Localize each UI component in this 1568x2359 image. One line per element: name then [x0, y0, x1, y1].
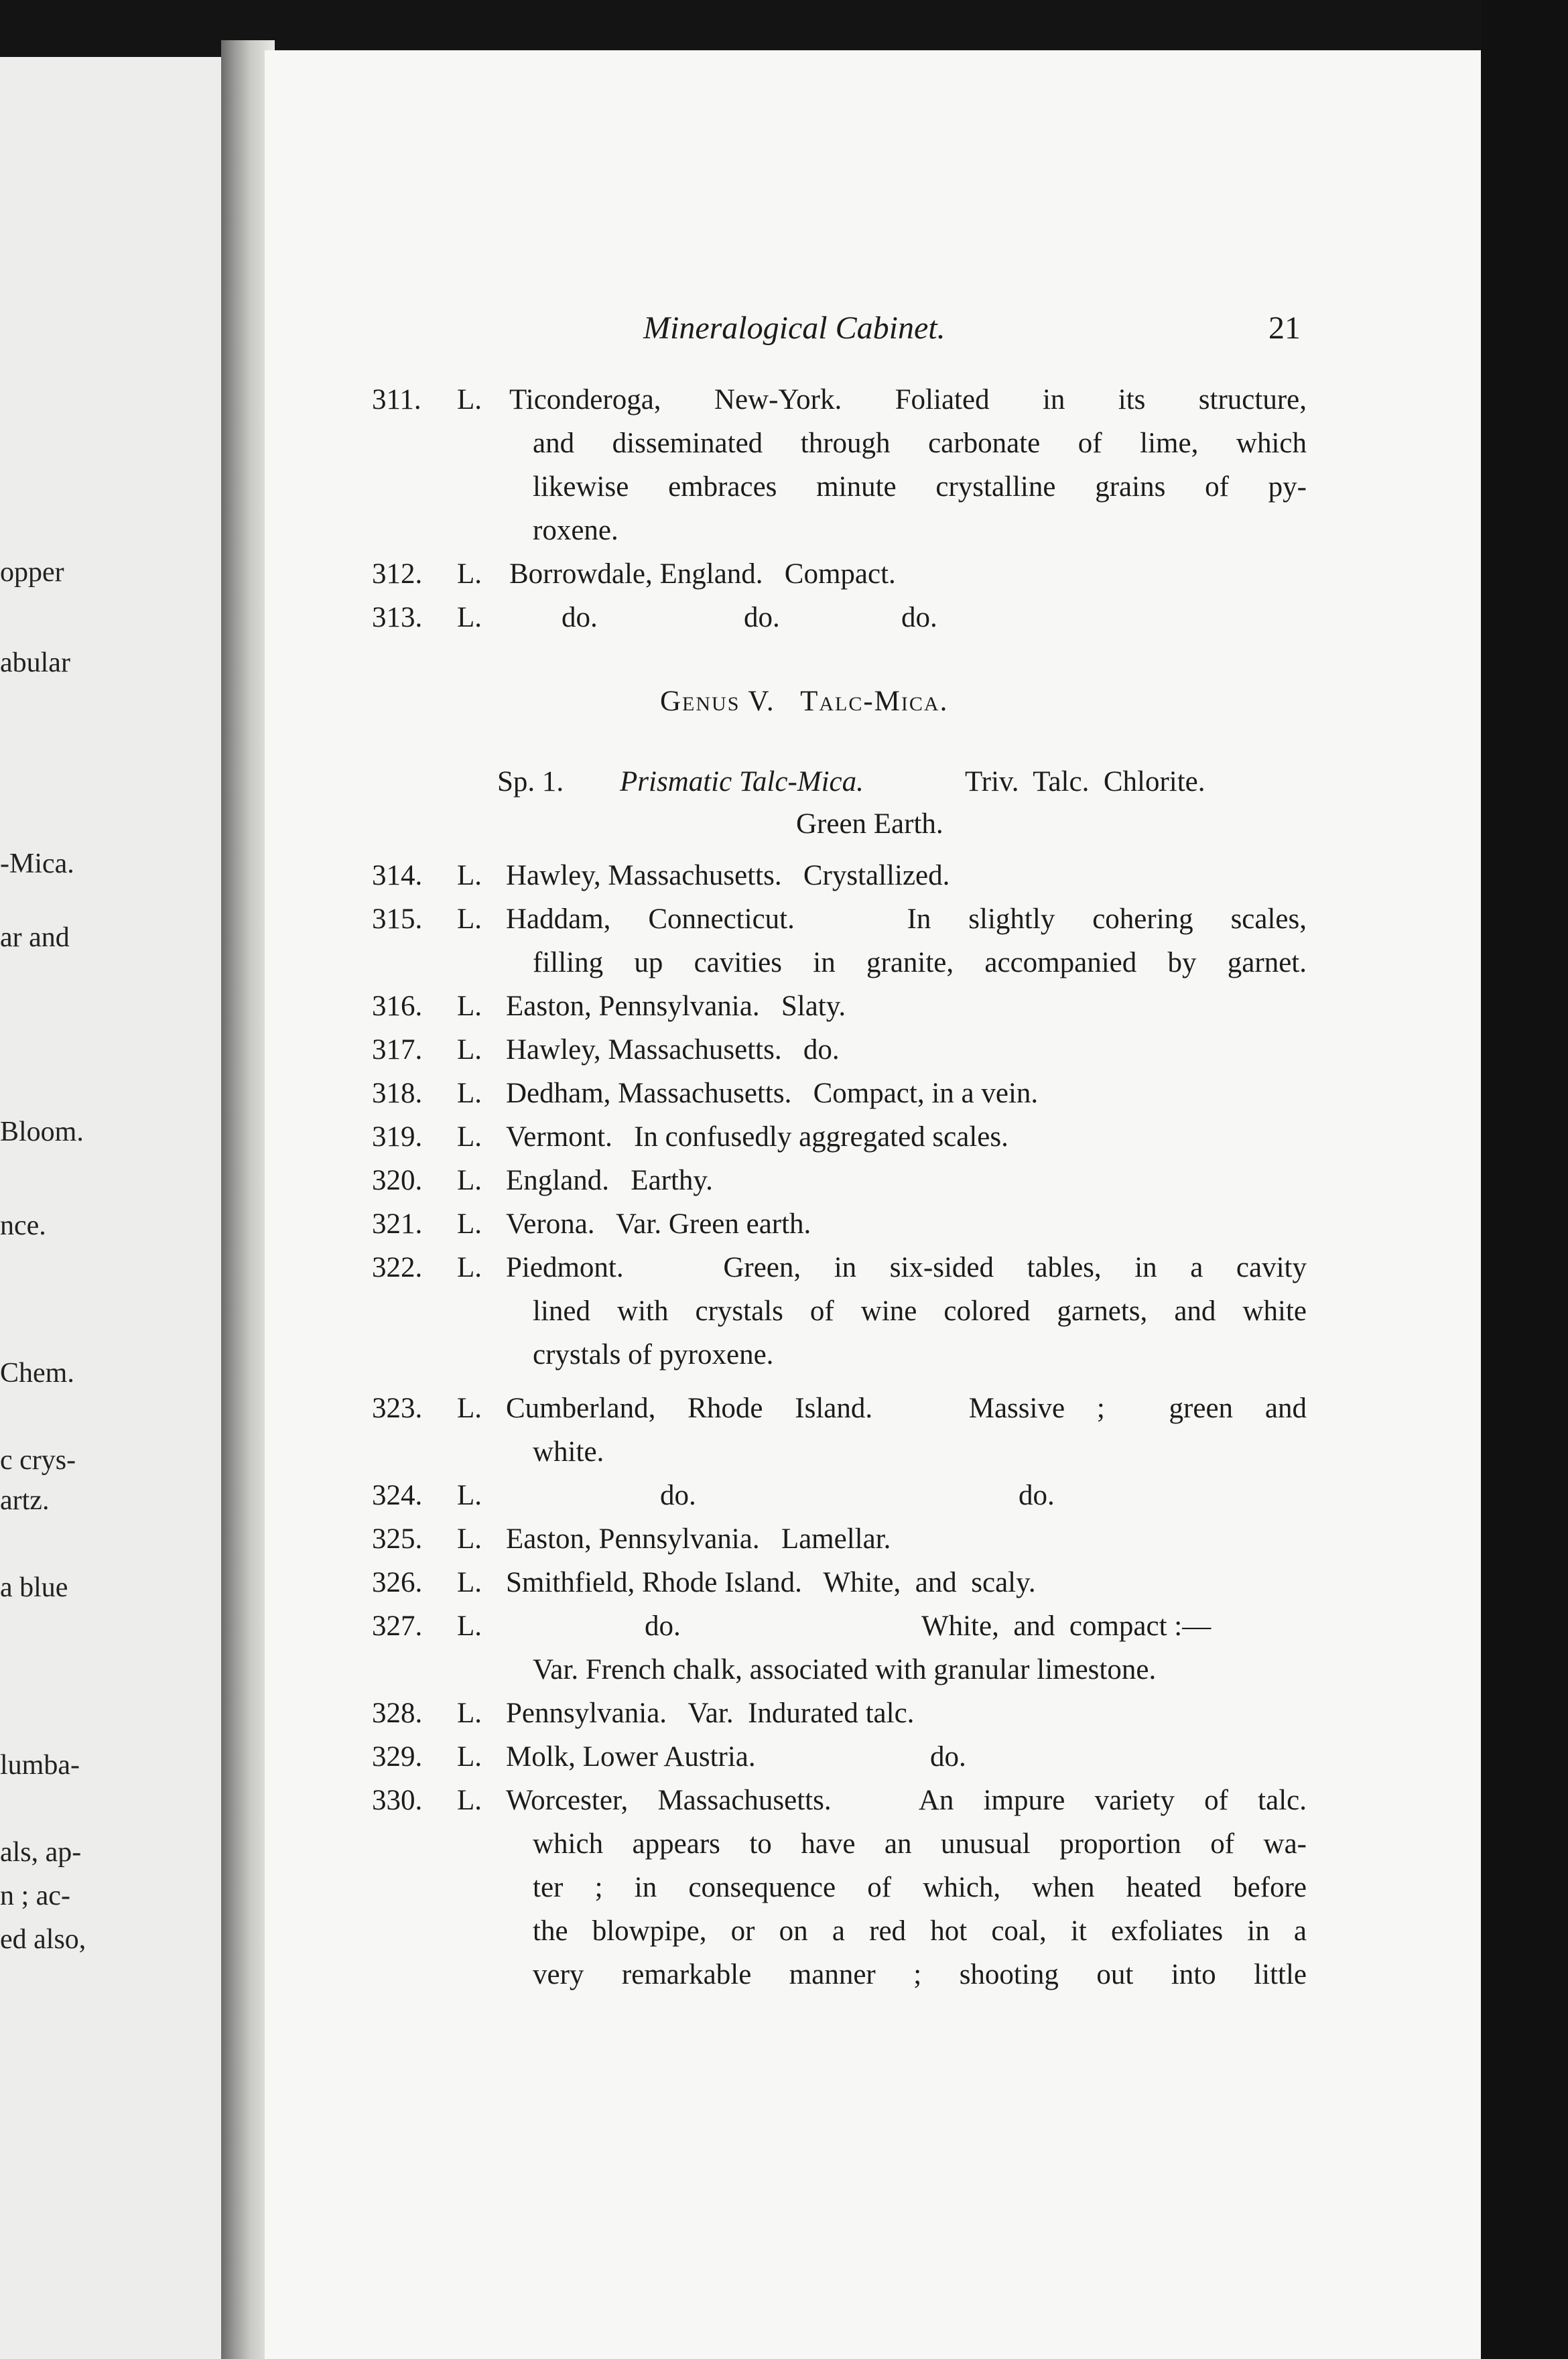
left-fragment: ar and: [0, 922, 70, 953]
entry-number: 320.: [372, 1165, 423, 1196]
ditto: do.: [901, 602, 937, 633]
entry-number: 312.: [372, 558, 423, 590]
entry-number: 322.: [372, 1252, 423, 1283]
ditto: do.: [645, 1610, 681, 1642]
ditto: do.: [660, 1480, 696, 1511]
ditto: do.: [744, 602, 780, 633]
entry-number: 321.: [372, 1208, 423, 1240]
entry-text: Hawley, Massachusetts. Crystallized.: [506, 860, 950, 891]
entry-number: 319.: [372, 1121, 423, 1153]
entry-mark: L.: [457, 384, 482, 416]
entry-mark: L.: [457, 1208, 482, 1240]
entry-text: likewise embraces minute crystalline grains of py-: [533, 471, 1307, 503]
entry-text: Borrowdale, England. Compact.: [509, 558, 896, 590]
entry-number: 330.: [372, 1785, 423, 1816]
entry-text: Var. French chalk, associated with granular limestone.: [533, 1654, 1157, 1685]
entry-number: 318.: [372, 1078, 423, 1109]
left-fragment: Chem.: [0, 1358, 74, 1389]
entry-text: roxene.: [533, 515, 618, 546]
entry-mark: L.: [457, 1165, 482, 1196]
entry-mark: L.: [457, 1034, 482, 1066]
species-label: Sp. 1.: [497, 766, 564, 798]
entry-text: Pennsylvania. Var. Indurated talc.: [506, 1698, 915, 1729]
entry-text: Vermont. In confusedly aggregated scales.: [506, 1121, 1008, 1153]
entry-text: Piedmont. Green, in six-sided tables, in a cavity: [506, 1252, 1307, 1283]
entry-mark: L.: [457, 991, 482, 1022]
entry-number: 311.: [372, 384, 421, 416]
entry-mark: L.: [457, 1393, 482, 1424]
left-fragment: c crys-: [0, 1445, 76, 1476]
entry-number: 314.: [372, 860, 423, 891]
left-fragment: als, ap-: [0, 1837, 82, 1868]
entry-number: 316.: [372, 991, 423, 1022]
entry-mark: L.: [457, 1698, 482, 1729]
entry-text: filling up cavities in granite, accompanied by garnet.: [533, 947, 1307, 978]
left-fragment: artz.: [0, 1485, 50, 1516]
entry-text: Easton, Pennsylvania. Lamellar.: [506, 1523, 891, 1555]
entry-mark: L.: [457, 602, 482, 633]
entry-number: 326.: [372, 1567, 423, 1598]
entry-mark: L.: [457, 1523, 482, 1555]
left-fragment: Bloom.: [0, 1117, 84, 1147]
entry-number: 315.: [372, 903, 423, 935]
entry-mark: L.: [457, 1078, 482, 1109]
facing-page-fragment: [0, 57, 231, 2359]
entry-mark: L.: [457, 558, 482, 590]
entry-text: Verona. Var. Green earth.: [506, 1208, 811, 1240]
entry-text: crystals of pyroxene.: [533, 1339, 774, 1370]
entry-mark: L.: [457, 1480, 482, 1511]
entry-number: 325.: [372, 1523, 423, 1555]
ditto: do.: [1019, 1480, 1055, 1511]
entry-mark: L.: [457, 1567, 482, 1598]
left-fragment: lumba-: [0, 1750, 80, 1781]
entry-text: Ticonderoga, New-York. Foliated in its structure,: [509, 384, 1307, 416]
entry-number: 327.: [372, 1610, 423, 1642]
entry-mark: L.: [457, 860, 482, 891]
entry-text: which appears to have an unusual proportion of wa-: [533, 1828, 1307, 1860]
entry-text: Easton, Pennsylvania. Slaty.: [506, 991, 846, 1022]
entry-number: 324.: [372, 1480, 423, 1511]
left-fragment: a blue: [0, 1572, 68, 1603]
ditto: do.: [930, 1741, 966, 1773]
entry-text: ter ; in consequence of which, when heated before: [533, 1872, 1307, 1903]
entry-text: White, and compact :—: [921, 1610, 1212, 1642]
ditto: do.: [562, 602, 598, 633]
entry-mark: L.: [457, 1741, 482, 1773]
entry-text: Haddam, Connecticut. In slightly cohering scales,: [506, 903, 1307, 935]
entry-text: Worcester, Massachusetts. An impure variety of talc.: [506, 1785, 1307, 1816]
entry-text: Dedham, Massachusetts. Compact, in a vein.: [506, 1078, 1039, 1109]
left-fragment: opper: [0, 557, 64, 588]
left-fragment: abular: [0, 647, 70, 678]
entry-number: 329.: [372, 1741, 423, 1773]
left-fragment: nce.: [0, 1210, 46, 1241]
entry-mark: L.: [457, 903, 482, 935]
scan-right-edge: [1481, 0, 1568, 2359]
entry-text: and disseminated through carbonate of lime, which: [533, 428, 1307, 459]
entry-text: Hawley, Massachusetts. do.: [506, 1034, 840, 1066]
entry-mark: L.: [457, 1785, 482, 1816]
entry-mark: L.: [457, 1252, 482, 1283]
entry-text: white.: [533, 1436, 604, 1468]
species-name: Prismatic Talc-Mica.: [620, 766, 864, 798]
entry-text: the blowpipe, or on a red hot coal, it exfoliates in a: [533, 1915, 1307, 1947]
entry-text: Smithfield, Rhode Island. White, and scaly.: [506, 1567, 1036, 1598]
entry-number: 313.: [372, 602, 423, 633]
entry-number: 328.: [372, 1698, 423, 1729]
genus-heading: Genus V. Talc-Mica.: [660, 686, 949, 717]
left-fragment: n ; ac-: [0, 1880, 70, 1911]
running-title: Mineralogical Cabinet.: [643, 310, 945, 346]
species-trivial: Triv. Talc. Chlorite.: [965, 766, 1205, 798]
left-fragment: ed also,: [0, 1924, 86, 1955]
entry-number: 317.: [372, 1034, 423, 1066]
left-fragment: -Mica.: [0, 848, 74, 879]
page-number: 21: [1268, 310, 1301, 346]
entry-text: Molk, Lower Austria.: [506, 1741, 756, 1773]
entry-text: England. Earthy.: [506, 1165, 713, 1196]
species-trivial-cont: Green Earth.: [796, 808, 943, 840]
entry-text: very remarkable manner ; shooting out into little: [533, 1959, 1307, 1990]
entry-mark: L.: [457, 1121, 482, 1153]
entry-number: 323.: [372, 1393, 423, 1424]
entry-text: lined with crystals of wine colored garnets, and white: [533, 1295, 1307, 1327]
entry-mark: L.: [457, 1610, 482, 1642]
entry-text: Cumberland, Rhode Island. Massive ; green and: [506, 1393, 1307, 1424]
